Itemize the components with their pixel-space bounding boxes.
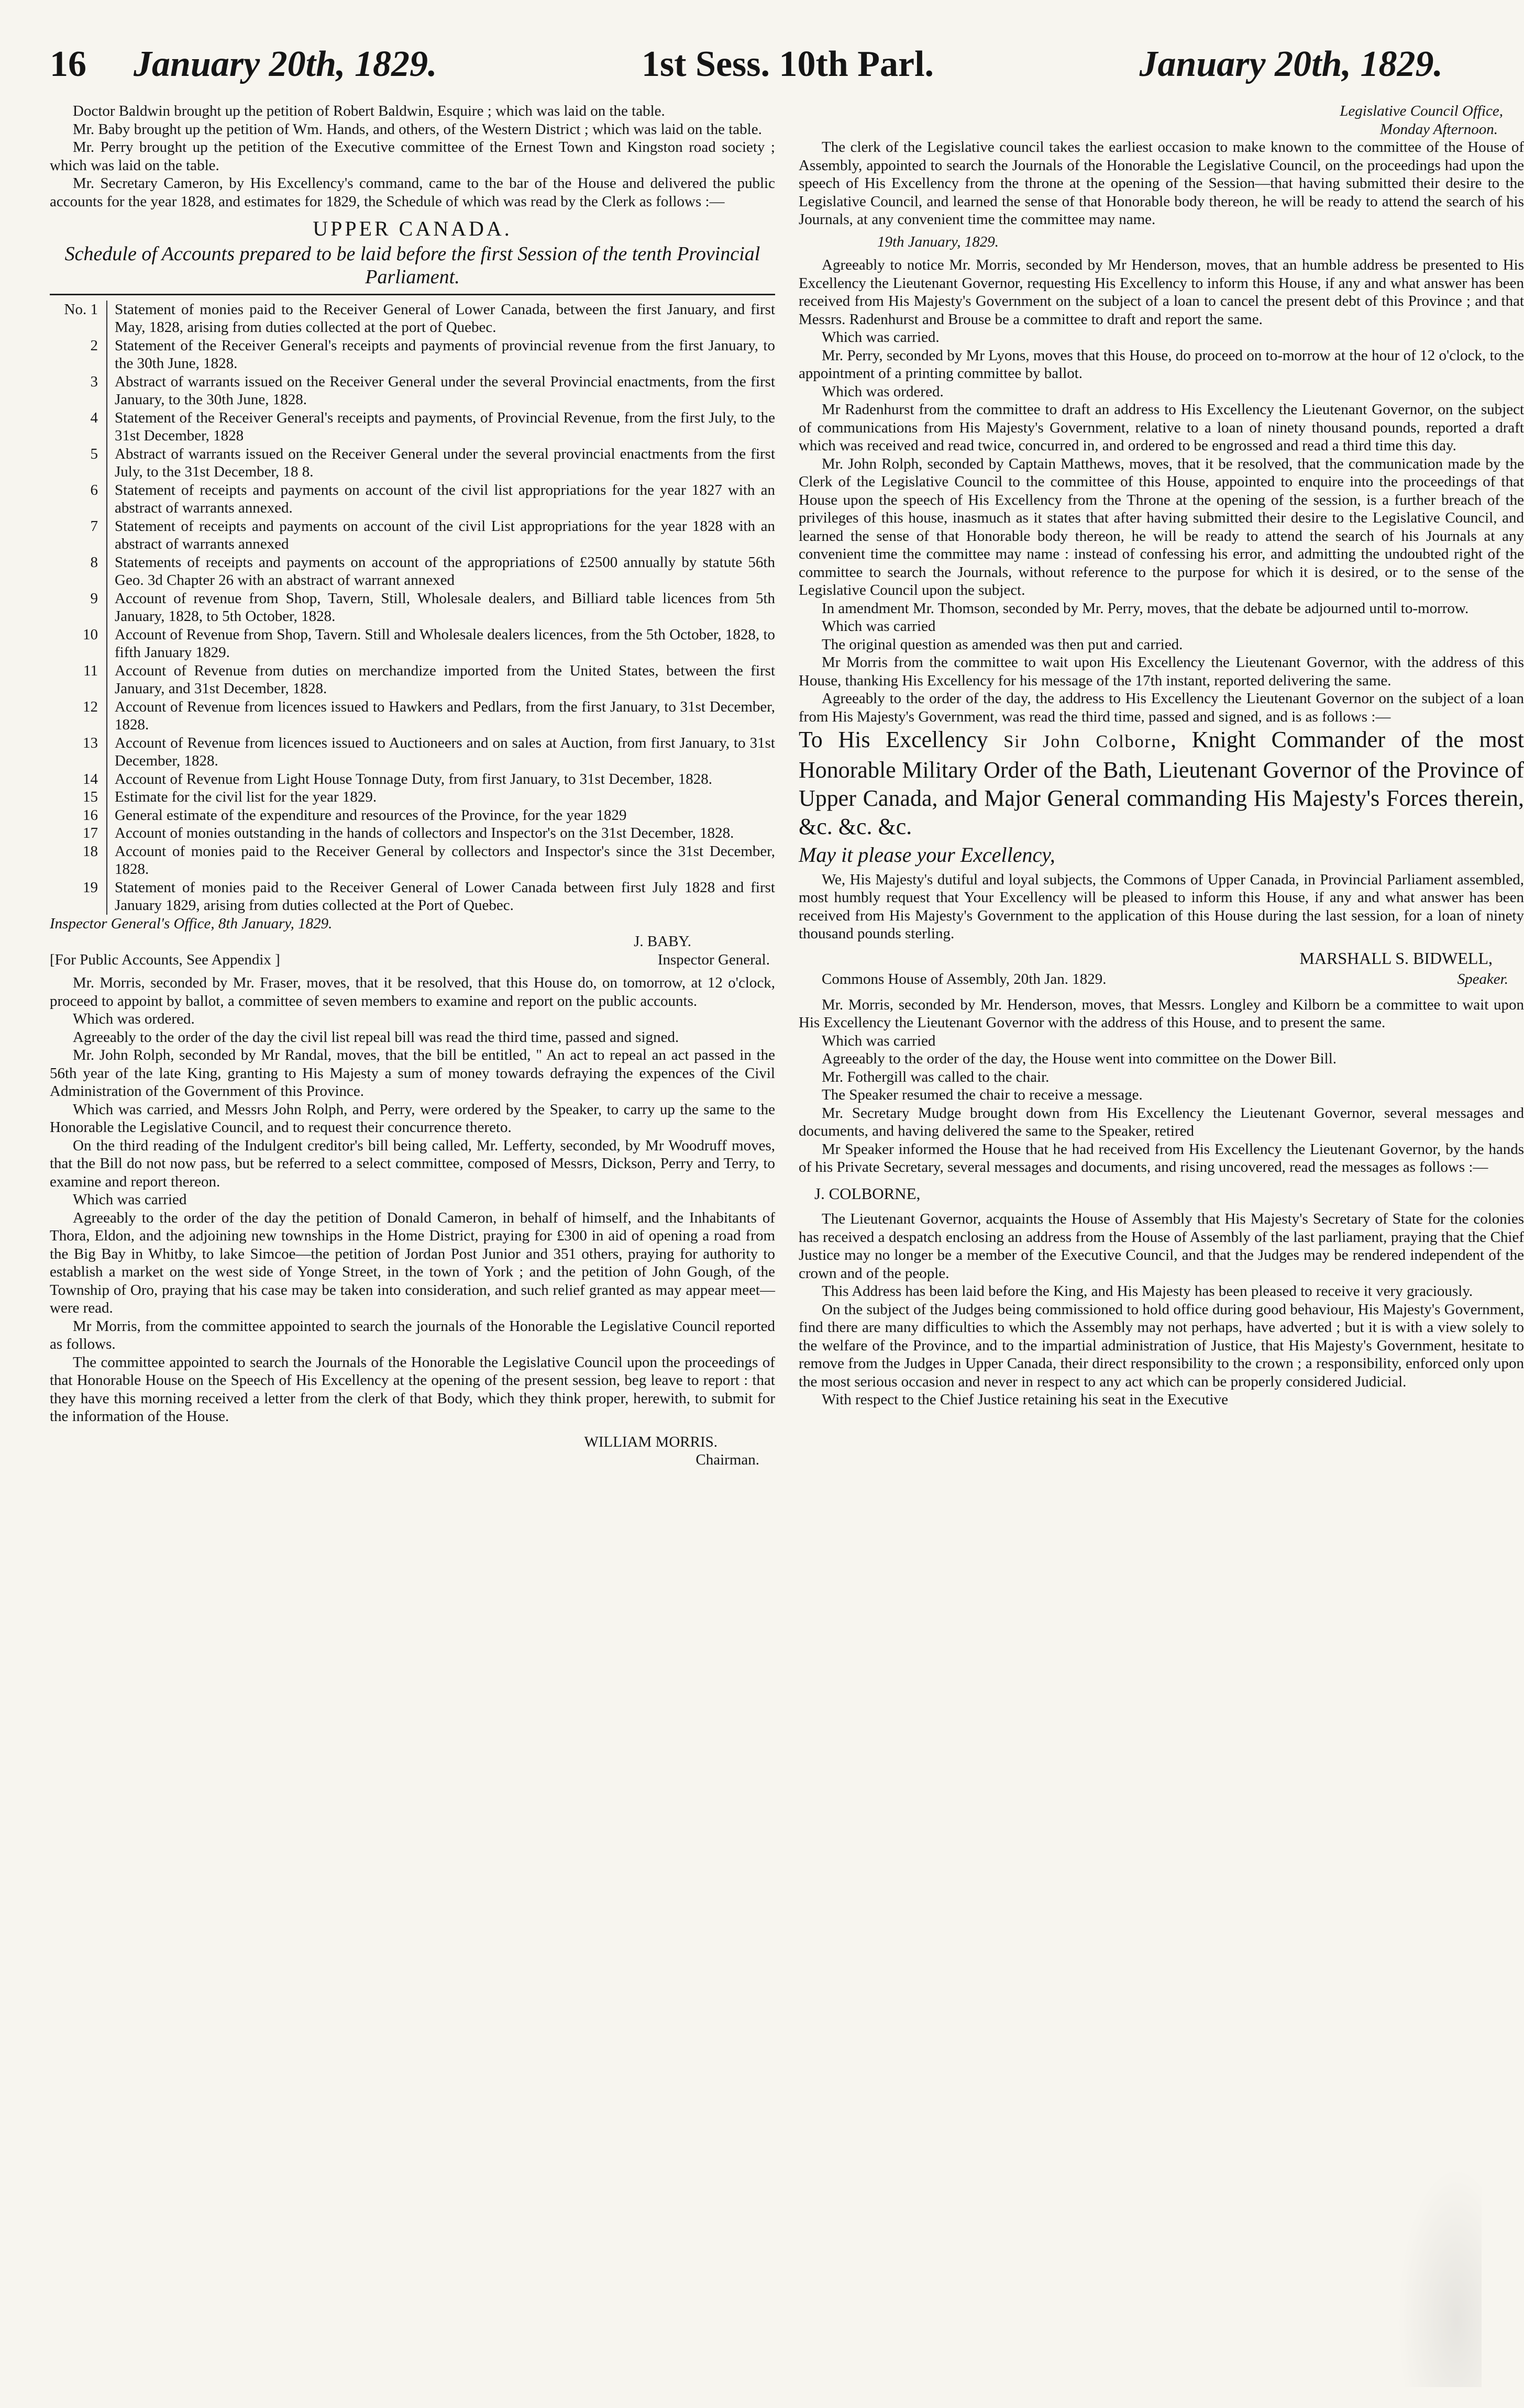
address-rest: , Knight Commander of the most Honorable Military Order of the Bath, Lieutenant Governor of the Province of Upper Canada, and Major General commanding His Majesty's Forces therein, &c. &c. &c.	[799, 727, 1524, 839]
office-heading: Legislative Council Office,	[1340, 103, 1503, 119]
schedule-item	[50, 842, 775, 879]
schedule-item	[50, 590, 775, 626]
schedule-item	[50, 301, 775, 337]
paragraph: Agreeably to the order of the day, the address to His Excellency the Lieutenant Governor on the subject of a loan from His Majesty's Government, was read the third time, passed and signed, and is as follows :—	[799, 690, 1524, 725]
schedule-item	[50, 553, 775, 590]
schedule-item-text: Account of revenue from Shop, Tavern, Still, Wholesale dealers, and Billiard table licences from 5th January, 1828, to 5th October, 1828.	[115, 590, 775, 625]
schedule-item	[50, 788, 775, 806]
paragraph: Mr. Perry, seconded by Mr Lyons, moves that this House, do proceed on to-morrow at the hour of 12 o'clock, to the appointment of a printing committee by ballot.	[799, 347, 1524, 382]
signature-title: Inspector General.	[657, 951, 770, 968]
paragraph: Doctor Baldwin brought up the petition of Robert Baldwin, Esquire ; which was laid on the table.	[73, 103, 665, 119]
schedule-item	[50, 734, 775, 770]
paragraph: The Speaker resumed the chair to receive a message.	[822, 1086, 1143, 1103]
paragraph: Mr. Baby brought up the petition of Wm. Hands, and others, of the Western District ; which was laid on the table.	[73, 120, 762, 138]
schedule-item	[50, 806, 775, 825]
paragraph: Mr Speaker informed the House that he had received from His Excellency the Lieutenant Governor, by the hands of his Private Secretary, several messages and documents, and rising uncovered, read the messages as follows :—	[799, 1140, 1524, 1175]
schedule-item-text: Account of Revenue from licences issued to Auctioneers and on sales at Auction, from first January, to 31st December, 1828.	[115, 734, 775, 769]
section-title: UPPER CANADA.	[313, 217, 512, 240]
schedule-item-number: 12	[50, 698, 107, 734]
schedule-item	[50, 517, 775, 553]
office-line: Inspector General's Office, 8th January, 1829.	[50, 915, 333, 932]
paragraph: Which was ordered.	[73, 1011, 195, 1027]
signature-name: MARSHALL S. BIDWELL,	[1299, 948, 1493, 968]
signature-place: Commons House of Assembly, 20th Jan. 1829.	[822, 971, 1107, 987]
schedule-item-number: 9	[50, 590, 107, 626]
paragraph: Agreeably to the order of the day, the House went into committee on the Dower Bill.	[822, 1050, 1337, 1067]
schedule-title: Schedule of Accounts prepared to be laid before the first Session of the tenth Provincial Parliament.	[64, 242, 760, 288]
schedule-item	[50, 481, 775, 517]
signature-row	[50, 933, 775, 951]
page-number: 16	[50, 44, 86, 84]
signature-row	[50, 951, 775, 969]
office-heading: Monday Afternoon.	[1380, 120, 1498, 138]
schedule-item-text: Statement of the Receiver General's receipts and payments, of Provincial Revenue, from the first July, to the 31st December, 1828	[115, 409, 775, 444]
schedule-item-text: Estimate for the civil list for the year 1829.	[115, 789, 377, 805]
salutation: May it please your Excellency,	[799, 843, 1055, 867]
paragraph: Mr. Morris, seconded by Mr. Henderson, moves, that Messrs. Longley and Kilborn be a committee to wait upon His Excellency the Lieutenant Governor with the address of this House, and to present the same.	[799, 996, 1524, 1031]
schedule-item-text: Statements of receipts and payments on account of the appropriations of £2500 annually by statute 56th Geo. 3d Chapter 26 with an abstract of warrant annexed	[115, 553, 775, 589]
paper-stain	[1398, 2167, 1482, 2387]
paragraph: Mr Morris from the committee to wait upon His Excellency the Lieutenant Governor, with the address of this House, thanking His Excellency for his message of the 17th instant, reported delivering the same.	[799, 654, 1524, 689]
paragraph: Mr. Fothergill was called to the chair.	[822, 1068, 1050, 1085]
paragraph: Which was carried.	[822, 329, 940, 346]
schedule-item-number: 14	[50, 770, 107, 789]
schedule-item-number: 17	[50, 824, 107, 842]
schedule-item	[50, 698, 775, 734]
schedule-item	[50, 445, 775, 481]
schedule-item-text: Statement of the Receiver General's receipts and payments of provincial revenue from the first January, to the 30th June, 1828.	[115, 337, 775, 372]
colborne-heading: J. COLBORNE,	[814, 1184, 921, 1203]
schedule-item-number: 16	[50, 806, 107, 825]
paragraph: We, His Majesty's dutiful and loyal subjects, the Commons of Upper Canada, in Provincial Parliament assembled, most humbly request that Your Excellency will be pleased to inform this House, if any and what answer has been received from His Majesty's Government to the application of this House during the last session, for a loan of ninety thousand pounds sterling.	[799, 871, 1524, 942]
signature-name: J. BABY.	[634, 933, 691, 950]
schedule-item-number: 10	[50, 626, 107, 662]
paragraph: Agreeably to the order of the day the civil list repeal bill was read the third time, passed and signed.	[73, 1028, 679, 1046]
paragraph: Agreeably to the order of the day the petition of Donald Cameron, in behalf of himself, and the Inhabitants of Thora, Eldon, and the adjoining new townships in the Home District, praying for £300 in aid of opening a road from the Big Bay in Whitby, to lake Simcoe—the petition of Jordan Post Junior and 351 others, praying for authority to establish a market on the west side of Yonge Street, in the town of York ; and the petition of John Gough, of the Township of Oro, praying that his case may be taken into consideration, and such relief granted as may appear meet—were read.	[50, 1209, 775, 1316]
schedule-item-number: 3	[50, 373, 107, 409]
header-session: 1st Sess. 10th Parl.	[642, 44, 934, 84]
page-header	[50, 41, 1443, 88]
schedule-item	[50, 626, 775, 662]
schedule-item-text: General estimate of the expenditure and resources of the Province, for the year 1829	[115, 806, 627, 824]
schedule-item-number: 18	[50, 842, 107, 879]
schedule-item-text: Statement of monies paid to the Receiver General of Lower Canada, between the first January, and first May, 1828, arising from duties collected at the port of Quebec.	[115, 301, 775, 336]
schedule-item-number: 15	[50, 788, 107, 806]
paragraph: Mr. Morris, seconded by Mr. Fraser, moves, that it be resolved, that this House do, on tomorrow, at 12 o'clock, proceed to appoint by ballot, a committee of seven members to examine and report on the public accounts.	[50, 974, 775, 1009]
schedule-item-text: Statement of receipts and payments on account of the civil list appropriations for the year 1827 with an abstract of warrants annexed.	[115, 481, 775, 516]
schedule-item-text: Abstract of warrants issued on the Receiver General under the several Provincial enactments, from the first January, to the 30th June, 1828.	[115, 373, 775, 408]
left-column	[50, 102, 775, 1469]
schedule-item-number: 5	[50, 445, 107, 481]
paragraph: Mr. John Rolph, seconded by Mr Randal, moves, that the bill be entitled, " An act to repeal an act passed in the 56th year of the late King, granting to His Majesty a sum of money towards defraying the expences of the Civil Administration of the Government of this Province.	[50, 1047, 775, 1100]
address-to: To His Excellency	[799, 727, 1004, 752]
schedule-item-text: Account of Revenue from duties on merchandize imported from the United States, between the first January, and 31st December, 1828.	[115, 662, 775, 697]
paragraph: Mr Morris, from the committee appointed to search the journals of the Honorable the Legislative Council reported as follows.	[50, 1317, 775, 1352]
signature-title: Chairman.	[695, 1451, 759, 1468]
paragraph: On the third reading of the Indulgent creditor's bill being called, Mr. Lefferty, seconded, by Mr Woodruff moves, that the Bill do not now pass, but be referred to a select committee, composed of Messrs, Dickson, Perry and Terry, to examine and report thereon.	[50, 1137, 775, 1190]
schedule-item-number: 7	[50, 517, 107, 553]
paragraph: The committee appointed to search the Journals of the Honorable the Legislative Council upon the proceedings of that Honorable House on the Speech of His Excellency at the opening of the present session, beg leave to report : that they have this morning received a letter from the clerk of that Body, which they think proper, herewith, to submit for the information of the House.	[50, 1353, 775, 1425]
schedule-item-number: 6	[50, 481, 107, 517]
schedule-item	[50, 373, 775, 409]
signature-title: Speaker.	[1457, 971, 1508, 987]
paragraph: Which was carried, and Messrs John Rolph, and Perry, were ordered by the Speaker, to carry up the same to the Honorable the Legislative Council, and to request their concurrence thereto.	[50, 1101, 775, 1136]
schedule-item-number: 19	[50, 879, 107, 915]
paragraph: Mr. Perry brought up the petition of the Executive committee of the Ernest Town and Kingston road society ; which was laid on the table.	[50, 139, 775, 174]
divider	[50, 294, 775, 295]
paragraph: Which was ordered.	[822, 383, 944, 400]
schedule-item-number: 4	[50, 409, 107, 445]
paragraph: Mr. Secretary Cameron, by His Excellency's command, came to the bar of the House and delivered the public accounts for the year 1828, and estimates for 1829, the Schedule of which was read by the Clerk as follows :—	[50, 175, 775, 210]
schedule-item-text: Abstract of warrants issued on the Receiver General under the several provincial enactments from the first July, to the 31st December, 18 8.	[115, 445, 775, 480]
schedule-item-number: 13	[50, 734, 107, 770]
schedule-item-text: Account of Revenue from Light House Tonnage Duty, from first January, to 31st December, 1828.	[115, 770, 712, 787]
schedule-item-text: Account of monies paid to the Receiver General by collectors and Inspector's since the 31st December, 1828.	[115, 842, 775, 878]
schedule-item-text: Account of Revenue from Shop, Tavern. Still and Wholesale dealers licences, from the 5th October, 1828, to fifth January 1829.	[115, 626, 775, 661]
header-date-left: January 20th, 1829.	[134, 44, 437, 84]
schedule-item-text: Statement of receipts and payments on account of the civil List appropriations for the year 1828 with an abstract of warrants annexed	[115, 517, 775, 552]
paragraph: The original question as amended was then put and carried.	[822, 636, 1183, 653]
paragraph: Mr Radenhurst from the committee to draft an address to His Excellency the Lieutenant Governor, on the subject of communications from His Majesty's Government, relative to a loan of ninety thousand pounds, reported a draft which was received and read twice, concurred in, and ordered to be engrossed and read a third time this day.	[799, 401, 1524, 454]
header-date-right: January 20th, 1829.	[1139, 44, 1443, 84]
schedule-item	[50, 409, 775, 445]
paragraph: Mr. John Rolph, seconded by Captain Matthews, moves, that it be resolved, that the communication made by the Clerk of the Legislative Council to the committee of this House, appointed to enquire into the proceedings of that House upon the speech of His Excellency from the Throne at the opening of the session, is a further breach of the privileges of this house, inasmuch as it states that after having submitted their desire to the Legislative Council, and learned the sense of that Honorable body thereon, he will be ready to attend the search of his Journals at any convenient time the committee may name : instead of confessing his error, and admitting the undoubted right of the committee to search the Journals, without reference to the purpose for which it is desired, or to the sense of the Legislative Council upon the subject.	[799, 455, 1524, 598]
appendix-note: [For Public Accounts, See Appendix ]	[50, 951, 280, 968]
schedule-item-number: 2	[50, 337, 107, 373]
paragraph: In amendment Mr. Thomson, seconded by Mr. Perry, moves, that the debate be adjourned until to-morrow.	[822, 600, 1469, 617]
paragraph: Which was carried	[822, 618, 936, 635]
schedule-item	[50, 879, 775, 915]
schedule-item	[50, 337, 775, 373]
paragraph: With respect to the Chief Justice retaining his seat in the Executive	[822, 1391, 1228, 1408]
schedule-item	[50, 662, 775, 698]
paragraph: Mr. Secretary Mudge brought down from His Excellency the Lieutenant Governor, several messages and documents, and having delivered the same to the Speaker, retired	[799, 1104, 1524, 1139]
schedule-list	[50, 301, 775, 915]
paragraph: This Address has been laid before the King, and His Majesty has been pleased to receive it very graciously.	[822, 1283, 1473, 1300]
schedule-item-number: 8	[50, 553, 107, 590]
schedule-item-number: 11	[50, 662, 107, 698]
paragraph: The Lieutenant Governor, acquaints the House of Assembly that His Majesty's Secretary of State for the colonies has received a despatch enclosing an address from the House of Assembly of the last parliament, praying that the Chief Justice may no longer be a member of the Executive Council, and that the Judges may be rendered independent of the crown and of the people.	[799, 1211, 1524, 1282]
paragraph: The clerk of the Legislative council takes the earliest occasion to make known to the committee of the House of Assembly, appointed to search the Journals of the Honorable the Legislative Council, on the proceedings had upon the speech of His Excellency from the throne at the opening of the Session—that having submitted their desire to the Legislative Council, and learned the sense of that Honorable body thereon, he will be ready to attend the search of his Journals, at any convenient time the committee may name.	[799, 139, 1524, 228]
paragraph: On the subject of the Judges being commissioned to hold office during good behaviour, His Majesty's Government, find there are many difficulties to which the Assembly may not perhaps, have adverted ; but it is with a view solely to the welfare of the Province, and to the impartial administration of Justice, that His Majesty's Government, hesitate to remove from the Judges in Upper Canada, their direct responsibility to the crown ; a responsibility, enforced only upon the most serious occasion and never in respect to any act which can be properly considered Judicial.	[799, 1301, 1524, 1390]
signature-name: WILLIAM MORRIS.	[584, 1433, 717, 1450]
schedule-item-text: Account of monies outstanding in the hands of collectors and Inspector's on the 31st December, 1828.	[115, 825, 734, 841]
address-title	[799, 726, 1524, 841]
schedule-item-text: Account of Revenue from licences issued to Hawkers and Pedlars, from the first January, to 31st December, 1828.	[115, 698, 775, 733]
schedule-item	[50, 770, 775, 789]
schedule-item	[50, 824, 775, 842]
signature-row	[799, 970, 1524, 989]
right-column	[799, 102, 1524, 1409]
schedule-item-number: No. 1	[50, 301, 107, 337]
date-line: 19th January, 1829.	[877, 233, 999, 250]
address-name: Sir John Colborne	[1003, 732, 1171, 751]
schedule-item-text: Statement of monies paid to the Receiver General of Lower Canada between first July 1828 and first January 1829, arising from duties collected at the Port of Quebec.	[115, 879, 775, 914]
paragraph: Which was carried	[73, 1191, 187, 1208]
paragraph: Agreeably to notice Mr. Morris, seconded by Mr Henderson, moves, that an humble address be presented to His Excellency the Lieutenant Governor, requesting His Excellency to inform this House, if any and what answer has been received from His Majesty's Government on the subject of a loan to cancel the present debt of this Province ; and that Messrs. Radenhurst and Brouse be a committee to draft and report the same.	[799, 257, 1524, 328]
paragraph: Which was carried	[822, 1032, 936, 1049]
